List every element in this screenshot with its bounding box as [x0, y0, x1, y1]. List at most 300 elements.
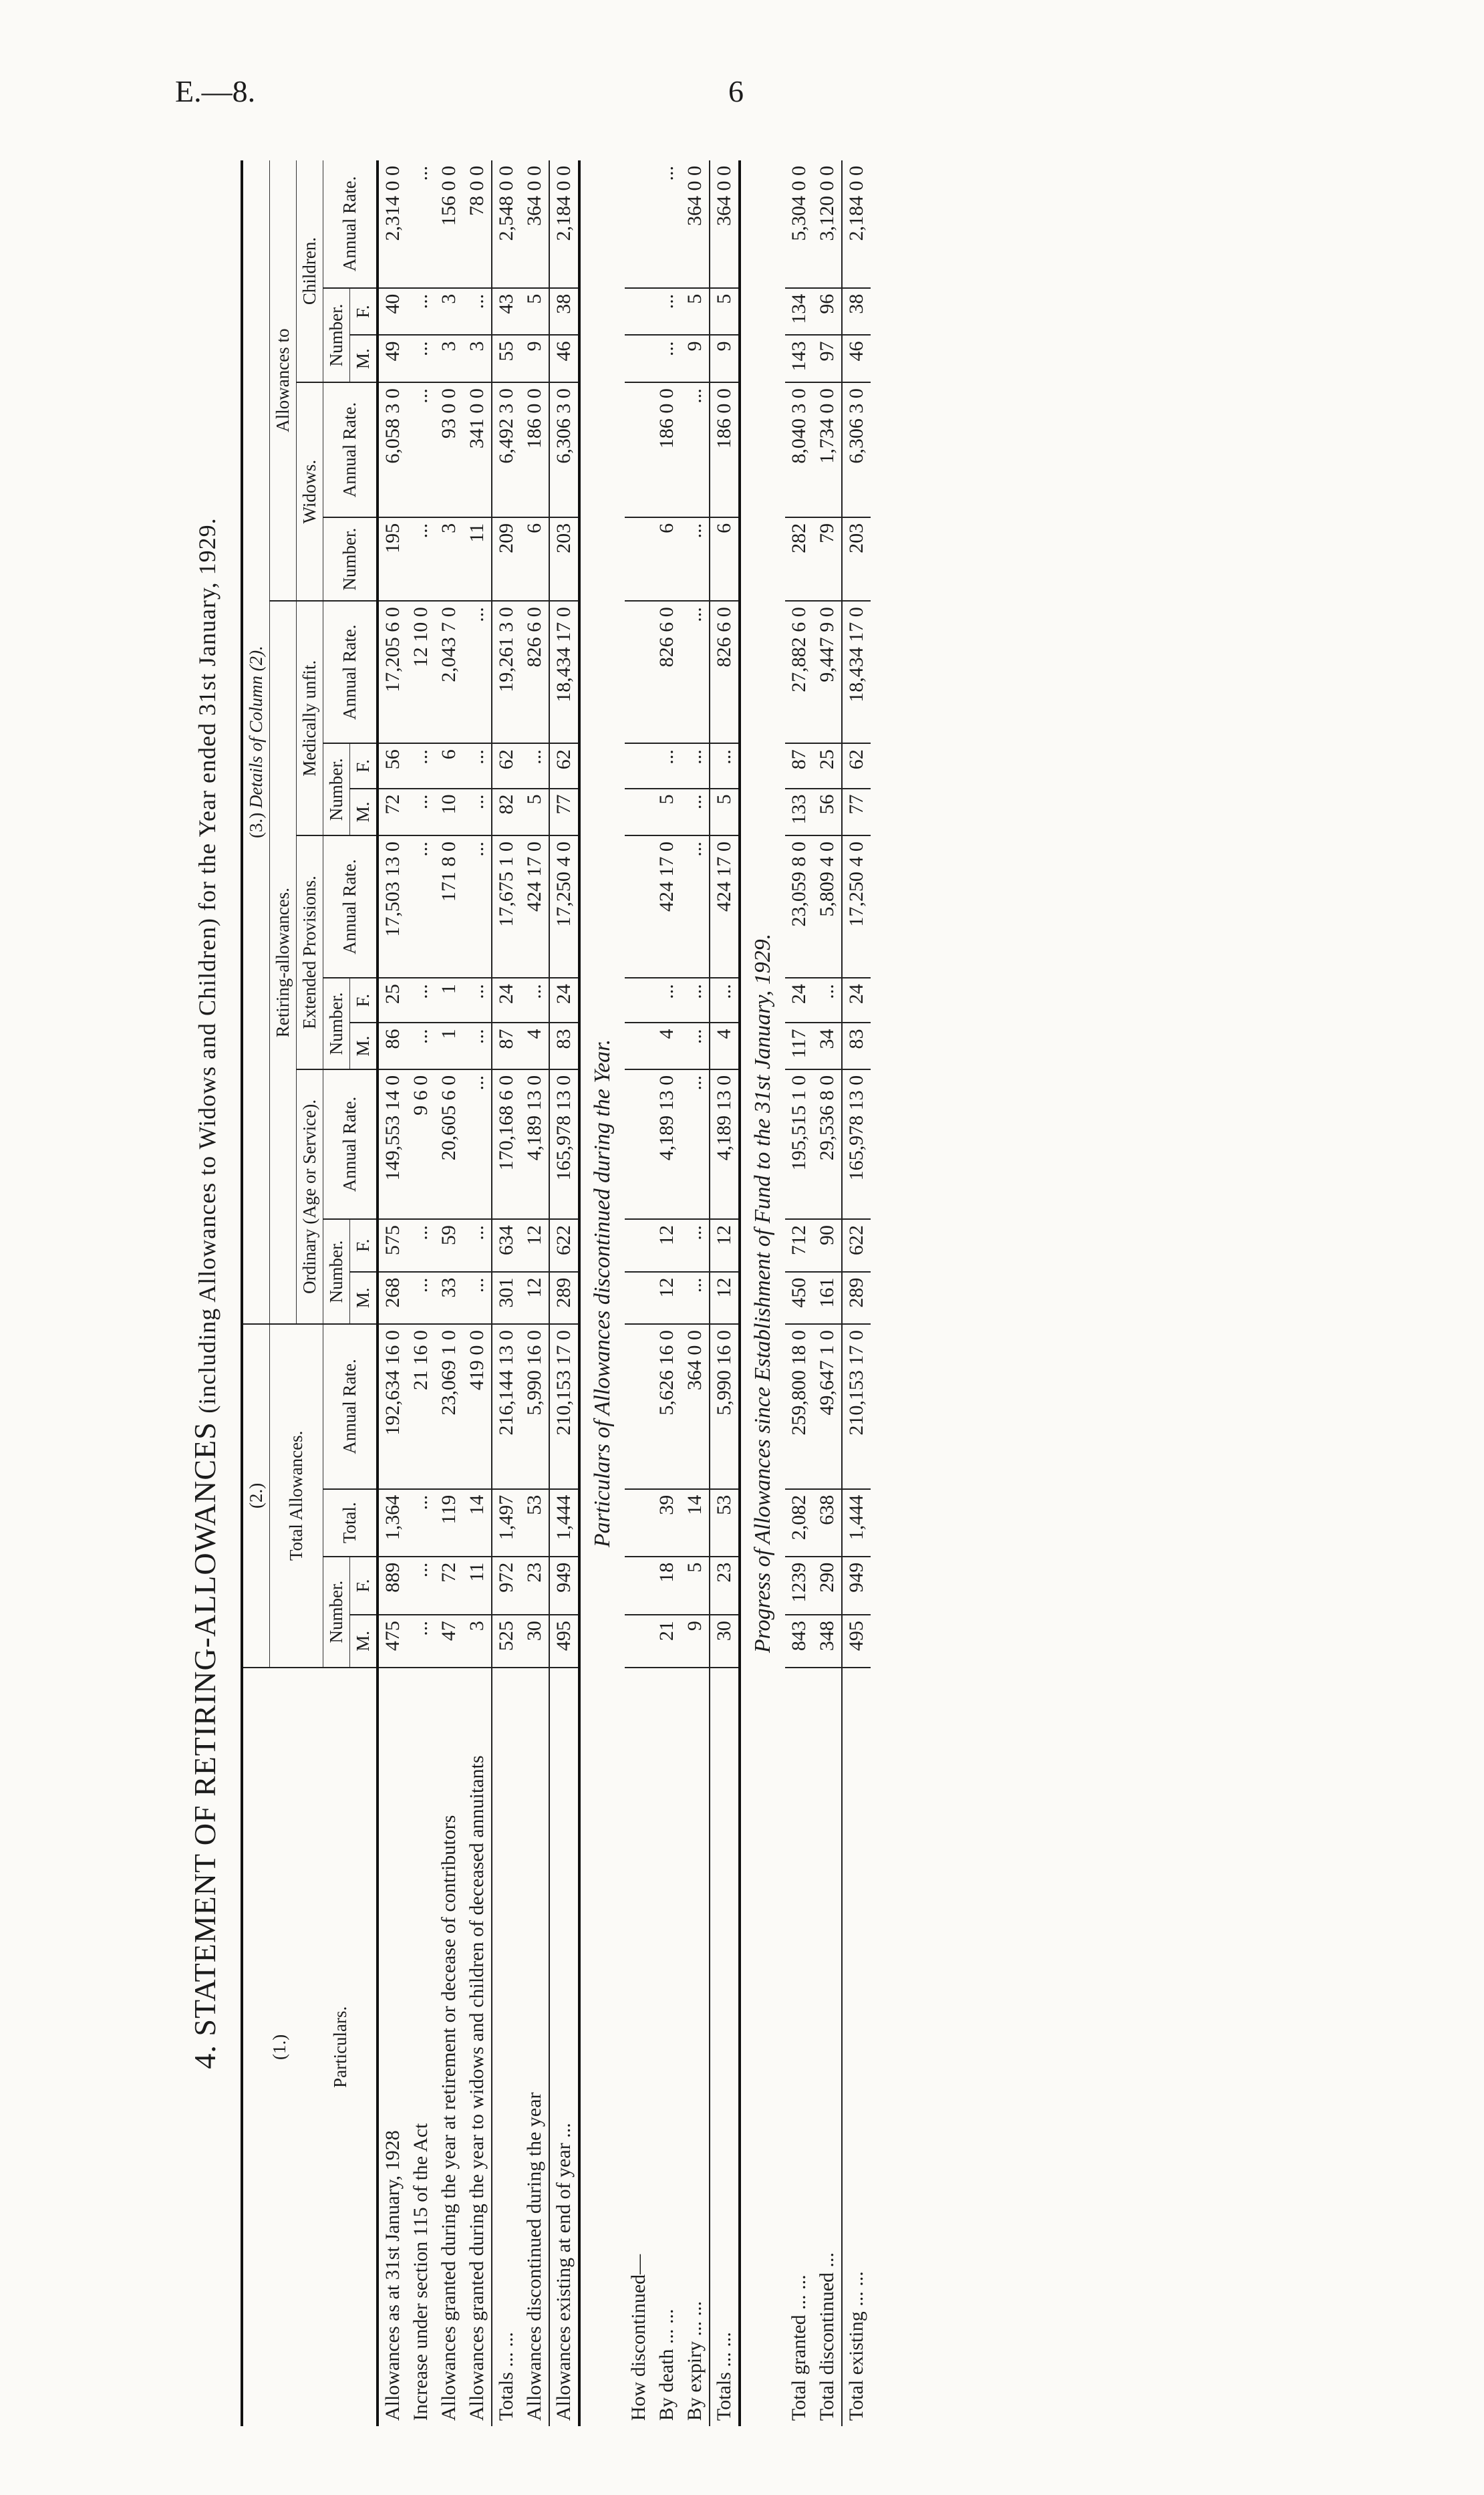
row-label: Allowances discontinued during the year: [523, 2092, 545, 2421]
table-cell: 424 17 0: [710, 835, 740, 978]
table-cell: 24: [842, 978, 871, 1023]
table-cell: 209: [492, 517, 521, 601]
table-cell: 259,800 18 0: [785, 1324, 813, 1489]
row-label: By death ... ...: [655, 2309, 678, 2421]
table-cell: ...: [653, 978, 681, 1023]
table-cell: 3: [435, 335, 463, 382]
table-cell: 5: [710, 789, 740, 836]
table-cell: 17,675 1 0: [492, 835, 521, 978]
table-cell: 30: [710, 1615, 740, 1667]
table-cell: 12: [653, 1219, 681, 1271]
table-cell: 495: [549, 1615, 579, 1667]
table-cell: 49: [378, 335, 407, 382]
table-cell: ...: [407, 335, 435, 382]
table-cell: 949: [842, 1557, 871, 1615]
table-cell: 203: [842, 517, 871, 601]
table-cell: 364 0 0: [710, 160, 740, 288]
table-cell: [625, 1557, 653, 1615]
page-header-reference: E.—8.: [175, 74, 256, 108]
table-cell: 86: [378, 1023, 407, 1069]
table-cell: ...: [710, 978, 740, 1023]
table-cell: 23,069 1 0: [435, 1324, 463, 1489]
row-label: Total discontinued ...: [816, 2252, 838, 2421]
ordinary-rate-header: Annual Rate.: [323, 1069, 378, 1219]
table-cell: 195: [378, 517, 407, 601]
table-cell: 56: [813, 789, 842, 836]
table-cell: 10: [435, 789, 463, 836]
row-label: Increase under section 115 of the Act: [410, 2123, 432, 2421]
table-cell: 186 0 0: [710, 382, 740, 517]
table-cell: 826 6 0: [521, 601, 549, 743]
table-cell: 25: [813, 743, 842, 788]
table-cell: ...: [407, 517, 435, 601]
table-cell: 4,189 13 0: [521, 1069, 549, 1219]
table-cell: 2,184 0 0: [549, 160, 579, 288]
section3-rows: [785, 160, 871, 2426]
retiring-allowances-header: Retiring-allowances.: [270, 601, 297, 1324]
table-cell: 826 6 0: [710, 601, 740, 743]
table-cell: 79: [813, 517, 842, 601]
table-cell: ...: [463, 1069, 492, 1219]
table-cell: ...: [407, 743, 435, 788]
total-f-header: F.: [350, 1557, 378, 1615]
table-cell: 20,605 6 0: [435, 1069, 463, 1219]
row-label: Allowances granted during the year at retirement or decease of contributors: [438, 1815, 460, 2421]
table-row: [842, 160, 871, 2426]
table-cell: 24: [785, 978, 813, 1023]
table-cell: 87: [492, 1023, 521, 1069]
table-cell: 6: [653, 517, 681, 601]
table-cell: 78 0 0: [463, 160, 492, 288]
table-cell: 77: [549, 789, 579, 836]
table-cell: 495: [842, 1615, 871, 1667]
table-cell: 6,306 3 0: [549, 382, 579, 517]
table-cell: 622: [549, 1219, 579, 1271]
total-rate-header: Annual Rate.: [323, 1324, 378, 1489]
table-cell: 424 17 0: [653, 835, 681, 978]
table-cell: ...: [407, 382, 435, 517]
table-cell: 21: [653, 1615, 681, 1667]
page-number: 6: [728, 74, 744, 108]
table-cell: 17,250 4 0: [842, 835, 871, 978]
table-cell: 1,364: [378, 1489, 407, 1557]
table-cell: 282: [785, 517, 813, 601]
table-cell: [625, 1219, 653, 1271]
table-cell: 29,536 8 0: [813, 1069, 842, 1219]
table-cell: 3: [463, 1615, 492, 1667]
medical-header: Medically unfit.: [297, 601, 323, 835]
medical-rate-header: Annual Rate.: [323, 601, 378, 743]
table-cell: 1: [435, 978, 463, 1023]
section3-title: Progress of Allowances since Establishment of Fund to the 31st January, 1929.: [750, 933, 775, 1654]
table-cell: 27,882 6 0: [785, 601, 813, 743]
table-row: [813, 160, 842, 2426]
table-cell: 1: [435, 1023, 463, 1069]
children-header: Children.: [297, 160, 323, 382]
particulars-label: Particulars.: [329, 2006, 350, 2088]
table-cell: [625, 517, 653, 601]
table-cell: 143: [785, 335, 813, 382]
table-cell: 18,434 17 0: [549, 601, 579, 743]
row-label: Total granted ... ...: [788, 2274, 810, 2421]
table-cell: 23: [710, 1557, 740, 1615]
row-label: Total existing ... ...: [845, 2271, 867, 2421]
table-cell: ...: [407, 1615, 435, 1667]
section2: [579, 160, 625, 2426]
table-cell: 17,250 4 0: [549, 835, 579, 978]
table-cell: 843: [785, 1615, 813, 1667]
extended-rate-header: Annual Rate.: [323, 835, 378, 978]
allowances-to-header: Allowances to: [270, 160, 297, 601]
table-cell: 826 6 0: [653, 601, 681, 743]
row-label: Allowances as at 31st January, 1928: [382, 2130, 404, 2421]
table-cell: ...: [463, 978, 492, 1023]
table-cell: 56: [378, 743, 407, 788]
table-cell: ...: [463, 789, 492, 836]
col3-header: [242, 160, 270, 1324]
col3-number: (3.): [246, 812, 266, 839]
table-cell: 5: [710, 288, 740, 336]
table-cell: 301: [492, 1272, 521, 1324]
extended-f-header: F.: [350, 978, 378, 1023]
table-cell: 24: [492, 978, 521, 1023]
table-cell: ...: [681, 601, 710, 743]
table-cell: 1,497: [492, 1489, 521, 1557]
table-cell: [625, 1489, 653, 1557]
table-cell: 364 0 0: [681, 1324, 710, 1489]
table-cell: ...: [463, 288, 492, 336]
table-cell: 9: [521, 335, 549, 382]
table-cell: 14: [463, 1489, 492, 1557]
table-cell: 3: [435, 517, 463, 601]
widows-header: Widows.: [297, 382, 323, 601]
table-cell: 5: [521, 789, 549, 836]
table-cell: ...: [407, 1272, 435, 1324]
table-cell: 3: [435, 288, 463, 336]
table-cell: 30: [521, 1615, 549, 1667]
table-cell: [625, 382, 653, 517]
table-cell: [625, 835, 653, 978]
table-cell: ...: [407, 978, 435, 1023]
table-cell: 34: [813, 1023, 842, 1069]
table-cell: 23,059 8 0: [785, 835, 813, 978]
table-cell: 53: [521, 1489, 549, 1557]
table-cell: ...: [407, 835, 435, 978]
table-cell: 5: [681, 288, 710, 336]
table-cell: 59: [435, 1219, 463, 1271]
table-cell: 889: [378, 1557, 407, 1615]
table-cell: 1,444: [549, 1489, 579, 1557]
extended-header: Extended Provisions.: [297, 835, 323, 1069]
table-cell: 2,184 0 0: [842, 160, 871, 288]
table-cell: 40: [378, 288, 407, 336]
table-cell: 268: [378, 1272, 407, 1324]
total-m-header: M.: [350, 1615, 378, 1667]
table-cell: 525: [492, 1615, 521, 1667]
table-cell: 186 0 0: [653, 382, 681, 517]
table-cell: ...: [681, 1069, 710, 1219]
table-cell: 289: [842, 1272, 871, 1324]
table-cell: 2,548 0 0: [492, 160, 521, 288]
title-sub: (including Allowances to Widows and Children) for the Year ended 31st January, 1929.: [194, 517, 220, 1414]
table-cell: [625, 1324, 653, 1489]
table-cell: ...: [681, 1219, 710, 1271]
table-cell: 133: [785, 789, 813, 836]
table-row: [463, 160, 492, 2426]
table-cell: 97: [813, 335, 842, 382]
table-cell: ...: [681, 789, 710, 836]
table-cell: 96: [813, 288, 842, 336]
table-cell: 622: [842, 1219, 871, 1271]
table-cell: 4,189 13 0: [653, 1069, 681, 1219]
table-cell: 972: [492, 1557, 521, 1615]
table-cell: 12: [710, 1219, 740, 1271]
ordinary-header: Ordinary (Age or Service).: [297, 1069, 323, 1324]
col3-details-label: Details of Column (2).: [246, 646, 266, 809]
row-label: Totals ... ...: [495, 2332, 517, 2421]
table-cell: 165,978 13 0: [842, 1069, 871, 1219]
children-rate-header: Annual Rate.: [323, 160, 378, 288]
table-cell: 39: [653, 1489, 681, 1557]
table-cell: 90: [813, 1219, 842, 1271]
table-cell: 949: [549, 1557, 579, 1615]
table-cell: 12: [521, 1219, 549, 1271]
table-cell: 2,043 7 0: [435, 601, 463, 743]
table-cell: 348: [813, 1615, 842, 1667]
table-cell: 4: [521, 1023, 549, 1069]
table-cell: 18: [653, 1557, 681, 1615]
table-cell: 46: [842, 335, 871, 382]
table-cell: 1239: [785, 1557, 813, 1615]
table-cell: 186 0 0: [521, 382, 549, 517]
table-cell: 53: [710, 1489, 740, 1557]
table-cell: ...: [653, 335, 681, 382]
table-cell: ...: [463, 1272, 492, 1324]
table-cell: [625, 1023, 653, 1069]
table-cell: 5,990 16 0: [710, 1324, 740, 1489]
table-cell: ...: [681, 517, 710, 601]
table-cell: 290: [813, 1557, 842, 1615]
widows-rate-header: Annual Rate.: [323, 382, 378, 517]
table-cell: [625, 160, 653, 288]
table-cell: 43: [492, 288, 521, 336]
section2-title: Particulars of Allowances discontinued during the Year.: [590, 1039, 615, 1548]
table-row: [435, 160, 463, 2426]
table-cell: 5,809 4 0: [813, 835, 842, 978]
table-cell: 6,492 3 0: [492, 382, 521, 517]
table-row: [653, 160, 681, 2426]
table-cell: 11: [463, 517, 492, 601]
table-cell: 6,306 3 0: [842, 382, 871, 517]
table-cell: 210,153 17 0: [842, 1324, 871, 1489]
table-cell: 5: [653, 789, 681, 836]
table-cell: 203: [549, 517, 579, 601]
table-cell: 72: [435, 1557, 463, 1615]
table-cell: 210,153 17 0: [549, 1324, 579, 1489]
col1-number: (1.): [269, 2034, 289, 2060]
table-cell: 424 17 0: [521, 835, 549, 978]
table-cell: 9,447 9 0: [813, 601, 842, 743]
table-cell: 712: [785, 1219, 813, 1271]
table-cell: 4: [653, 1023, 681, 1069]
table-cell: 4: [710, 1023, 740, 1069]
table-cell: 475: [378, 1615, 407, 1667]
table-cell: 4,189 13 0: [710, 1069, 740, 1219]
table-row: [492, 160, 521, 2426]
widows-number-header: Number.: [323, 517, 378, 601]
table-cell: 3,120 0 0: [813, 160, 842, 288]
table-cell: ...: [681, 835, 710, 978]
table-cell: 289: [549, 1272, 579, 1324]
table-cell: 195,515 1 0: [785, 1069, 813, 1219]
table-cell: 18,434 17 0: [842, 601, 871, 743]
table-cell: ...: [463, 1023, 492, 1069]
table-cell: [625, 1069, 653, 1219]
table-cell: 21 16 0: [407, 1324, 435, 1489]
table-cell: 19,261 3 0: [492, 601, 521, 743]
table-cell: 638: [813, 1489, 842, 1557]
table-row: [549, 160, 579, 2426]
medical-m-header: M.: [350, 789, 378, 836]
table-cell: 87: [785, 743, 813, 788]
table-cell: ...: [521, 743, 549, 788]
table-cell: [625, 335, 653, 382]
particulars-header: [242, 1668, 378, 2426]
table-cell: 17,205 6 0: [378, 601, 407, 743]
table-cell: 165,978 13 0: [549, 1069, 579, 1219]
ordinary-m-header: M.: [350, 1272, 378, 1324]
table-row: [521, 160, 549, 2426]
table-cell: ...: [407, 1489, 435, 1557]
total-allowances-header: Total Allowances.: [270, 1324, 323, 1668]
table-cell: 149,553 14 0: [378, 1069, 407, 1219]
table-cell: 634: [492, 1219, 521, 1271]
table-cell: 171 8 0: [435, 835, 463, 978]
table-row: [710, 160, 740, 2426]
table-cell: ...: [407, 1023, 435, 1069]
table-cell: 450: [785, 1272, 813, 1324]
title-main: 4. STATEMENT OF RETIRING-ALLOWANCES: [188, 1422, 222, 2069]
table-cell: 1,444: [842, 1489, 871, 1557]
table-row: [785, 160, 813, 2426]
children-f-header: F.: [350, 288, 378, 336]
table-cell: 117: [785, 1023, 813, 1069]
table-cell: [625, 288, 653, 336]
table-cell: 119: [435, 1489, 463, 1557]
table-cell: 12: [710, 1272, 740, 1324]
table-cell: 2,082: [785, 1489, 813, 1557]
table-cell: 216,144 13 0: [492, 1324, 521, 1489]
table-cell: [625, 1272, 653, 1324]
total-number-header: Number.: [323, 1557, 350, 1668]
table-cell: 23: [521, 1557, 549, 1615]
table-cell: 1,734 0 0: [813, 382, 842, 517]
medical-number-header: Number.: [323, 743, 350, 835]
table-cell: ...: [407, 160, 435, 288]
children-number-header: Number.: [323, 288, 350, 382]
table-cell: 24: [549, 978, 579, 1023]
section3: [740, 160, 785, 2426]
table-cell: 17,503 13 0: [378, 835, 407, 978]
table-cell: 14: [681, 1489, 710, 1557]
row-label: Allowances granted during the year to widows and children of deceased annuitants: [466, 1755, 488, 2421]
section2-rows: [625, 160, 740, 2426]
extended-number-header: Number.: [323, 978, 350, 1069]
table-cell: ...: [463, 601, 492, 743]
table-cell: 46: [549, 335, 579, 382]
row-label: Allowances existing at end of year ...: [553, 2123, 575, 2421]
medical-f-header: F.: [350, 743, 378, 788]
table-cell: 93 0 0: [435, 382, 463, 517]
table-cell: 8,040 3 0: [785, 382, 813, 517]
table-cell: 156 0 0: [435, 160, 463, 288]
table-cell: 364 0 0: [521, 160, 549, 288]
table-cell: ...: [463, 1219, 492, 1271]
table-cell: 192,634 16 0: [378, 1324, 407, 1489]
table-cell: 38: [549, 288, 579, 336]
table-cell: 170,168 6 0: [492, 1069, 521, 1219]
ordinary-number-header: Number.: [323, 1219, 350, 1324]
table-cell: 5: [521, 288, 549, 336]
row-label: Totals ... ...: [713, 2332, 735, 2421]
table-cell: 62: [492, 743, 521, 788]
table-cell: [625, 1615, 653, 1667]
table-cell: 6: [521, 517, 549, 601]
table-cell: ...: [407, 1219, 435, 1271]
table-cell: ...: [407, 789, 435, 836]
table-cell: ...: [463, 743, 492, 788]
table-cell: ...: [653, 288, 681, 336]
table-cell: 5,626 16 0: [653, 1324, 681, 1489]
table-row: [681, 160, 710, 2426]
table-cell: ...: [463, 835, 492, 978]
ordinary-f-header: F.: [350, 1219, 378, 1271]
table-cell: [625, 601, 653, 743]
table-cell: 161: [813, 1272, 842, 1324]
table-cell: 575: [378, 1219, 407, 1271]
table-cell: ...: [681, 978, 710, 1023]
table-cell: ...: [653, 743, 681, 788]
table-cell: 72: [378, 789, 407, 836]
row-label: By expiry ... ...: [684, 2301, 706, 2421]
table-cell: ...: [681, 1023, 710, 1069]
rotated-statement: [187, 160, 1390, 2426]
table-cell: 62: [549, 743, 579, 788]
table-cell: 9: [681, 1615, 710, 1667]
table-cell: 364 0 0: [681, 160, 710, 288]
table-cell: 38: [842, 288, 871, 336]
table-cell: ...: [407, 288, 435, 336]
table-cell: 83: [842, 1023, 871, 1069]
retiring-allowances-table: [241, 160, 871, 2426]
table-cell: 419 0 0: [463, 1324, 492, 1489]
table-cell: 62: [842, 743, 871, 788]
children-m-header: M.: [350, 335, 378, 382]
table-cell: 5,304 0 0: [785, 160, 813, 288]
col2-number: (2.): [242, 1324, 270, 1668]
table-cell: 341 0 0: [463, 382, 492, 517]
table-cell: ...: [653, 160, 681, 288]
table-cell: ...: [681, 382, 710, 517]
main-rows: [378, 160, 579, 2426]
table-cell: ...: [521, 978, 549, 1023]
table-cell: 5,990 16 0: [521, 1324, 549, 1489]
table-cell: ...: [813, 978, 842, 1023]
row-label: How discontinued—: [627, 2254, 649, 2421]
table-cell: 49,647 1 0: [813, 1324, 842, 1489]
table-row: [407, 160, 435, 2426]
statement-title: [187, 160, 222, 2426]
